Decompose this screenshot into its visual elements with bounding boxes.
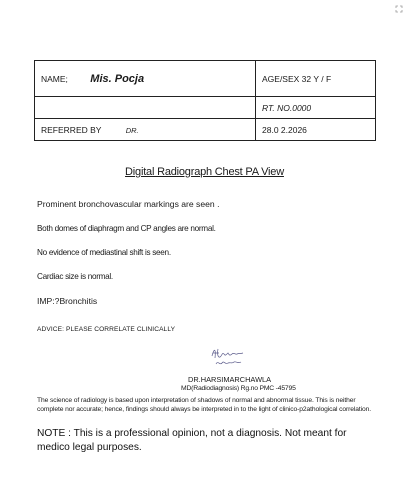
finding-2: Both domes of diaphragm and CP angles are normal.: [37, 224, 216, 233]
finding-1: Prominent bronchovascular markings are seen .: [37, 199, 220, 209]
advice: ADVICE: PLEASE CORRELATE CLINICALLY: [37, 326, 176, 333]
patient-name: Mis. Pocja: [90, 72, 145, 85]
rt-number: RT. NO.0000: [262, 102, 312, 113]
finding-4: Cardiac size is normal.: [37, 272, 113, 281]
name-cell: [35, 61, 256, 97]
patient-info-table: [34, 60, 376, 141]
finding-3: No evidence of mediastinal shift is seen.: [37, 248, 171, 257]
disclaimer: The science of radiology is based upon interpretation of shadows of normal and abnormal tissue. This is neither complete nor accurate; hence, findings should always be interpreted in to the light of clinico-p2athological correlation.: [37, 397, 371, 413]
name-label: NAME;: [41, 73, 68, 84]
doctor-signature: [210, 346, 246, 370]
impression: IMP:?Bronchitis: [37, 296, 98, 306]
date-cell: 28.0 2.2026: [256, 119, 376, 141]
expand-icon[interactable]: [395, 5, 403, 13]
report-title: Digital Radiograph Chest PA View: [125, 166, 284, 178]
referred-doctor: DR.: [125, 125, 139, 135]
rt-no-cell: [256, 97, 376, 119]
referred-label: REFERRED BY: [41, 124, 102, 135]
doctor-name: DR.HARSIMARCHAWLA: [188, 375, 272, 384]
doctor-registration: MD(Radiodiagnosis) Rg.no PMC -45795: [181, 385, 296, 392]
legal-note: NOTE : This is a professional opinion, not a diagnosis. Not meant for medico legal purposes.: [37, 428, 347, 453]
referred-cell: [35, 119, 256, 141]
age-sex-cell: AGE/SEX 32 Y / F: [256, 61, 376, 97]
empty-cell: [35, 97, 256, 119]
